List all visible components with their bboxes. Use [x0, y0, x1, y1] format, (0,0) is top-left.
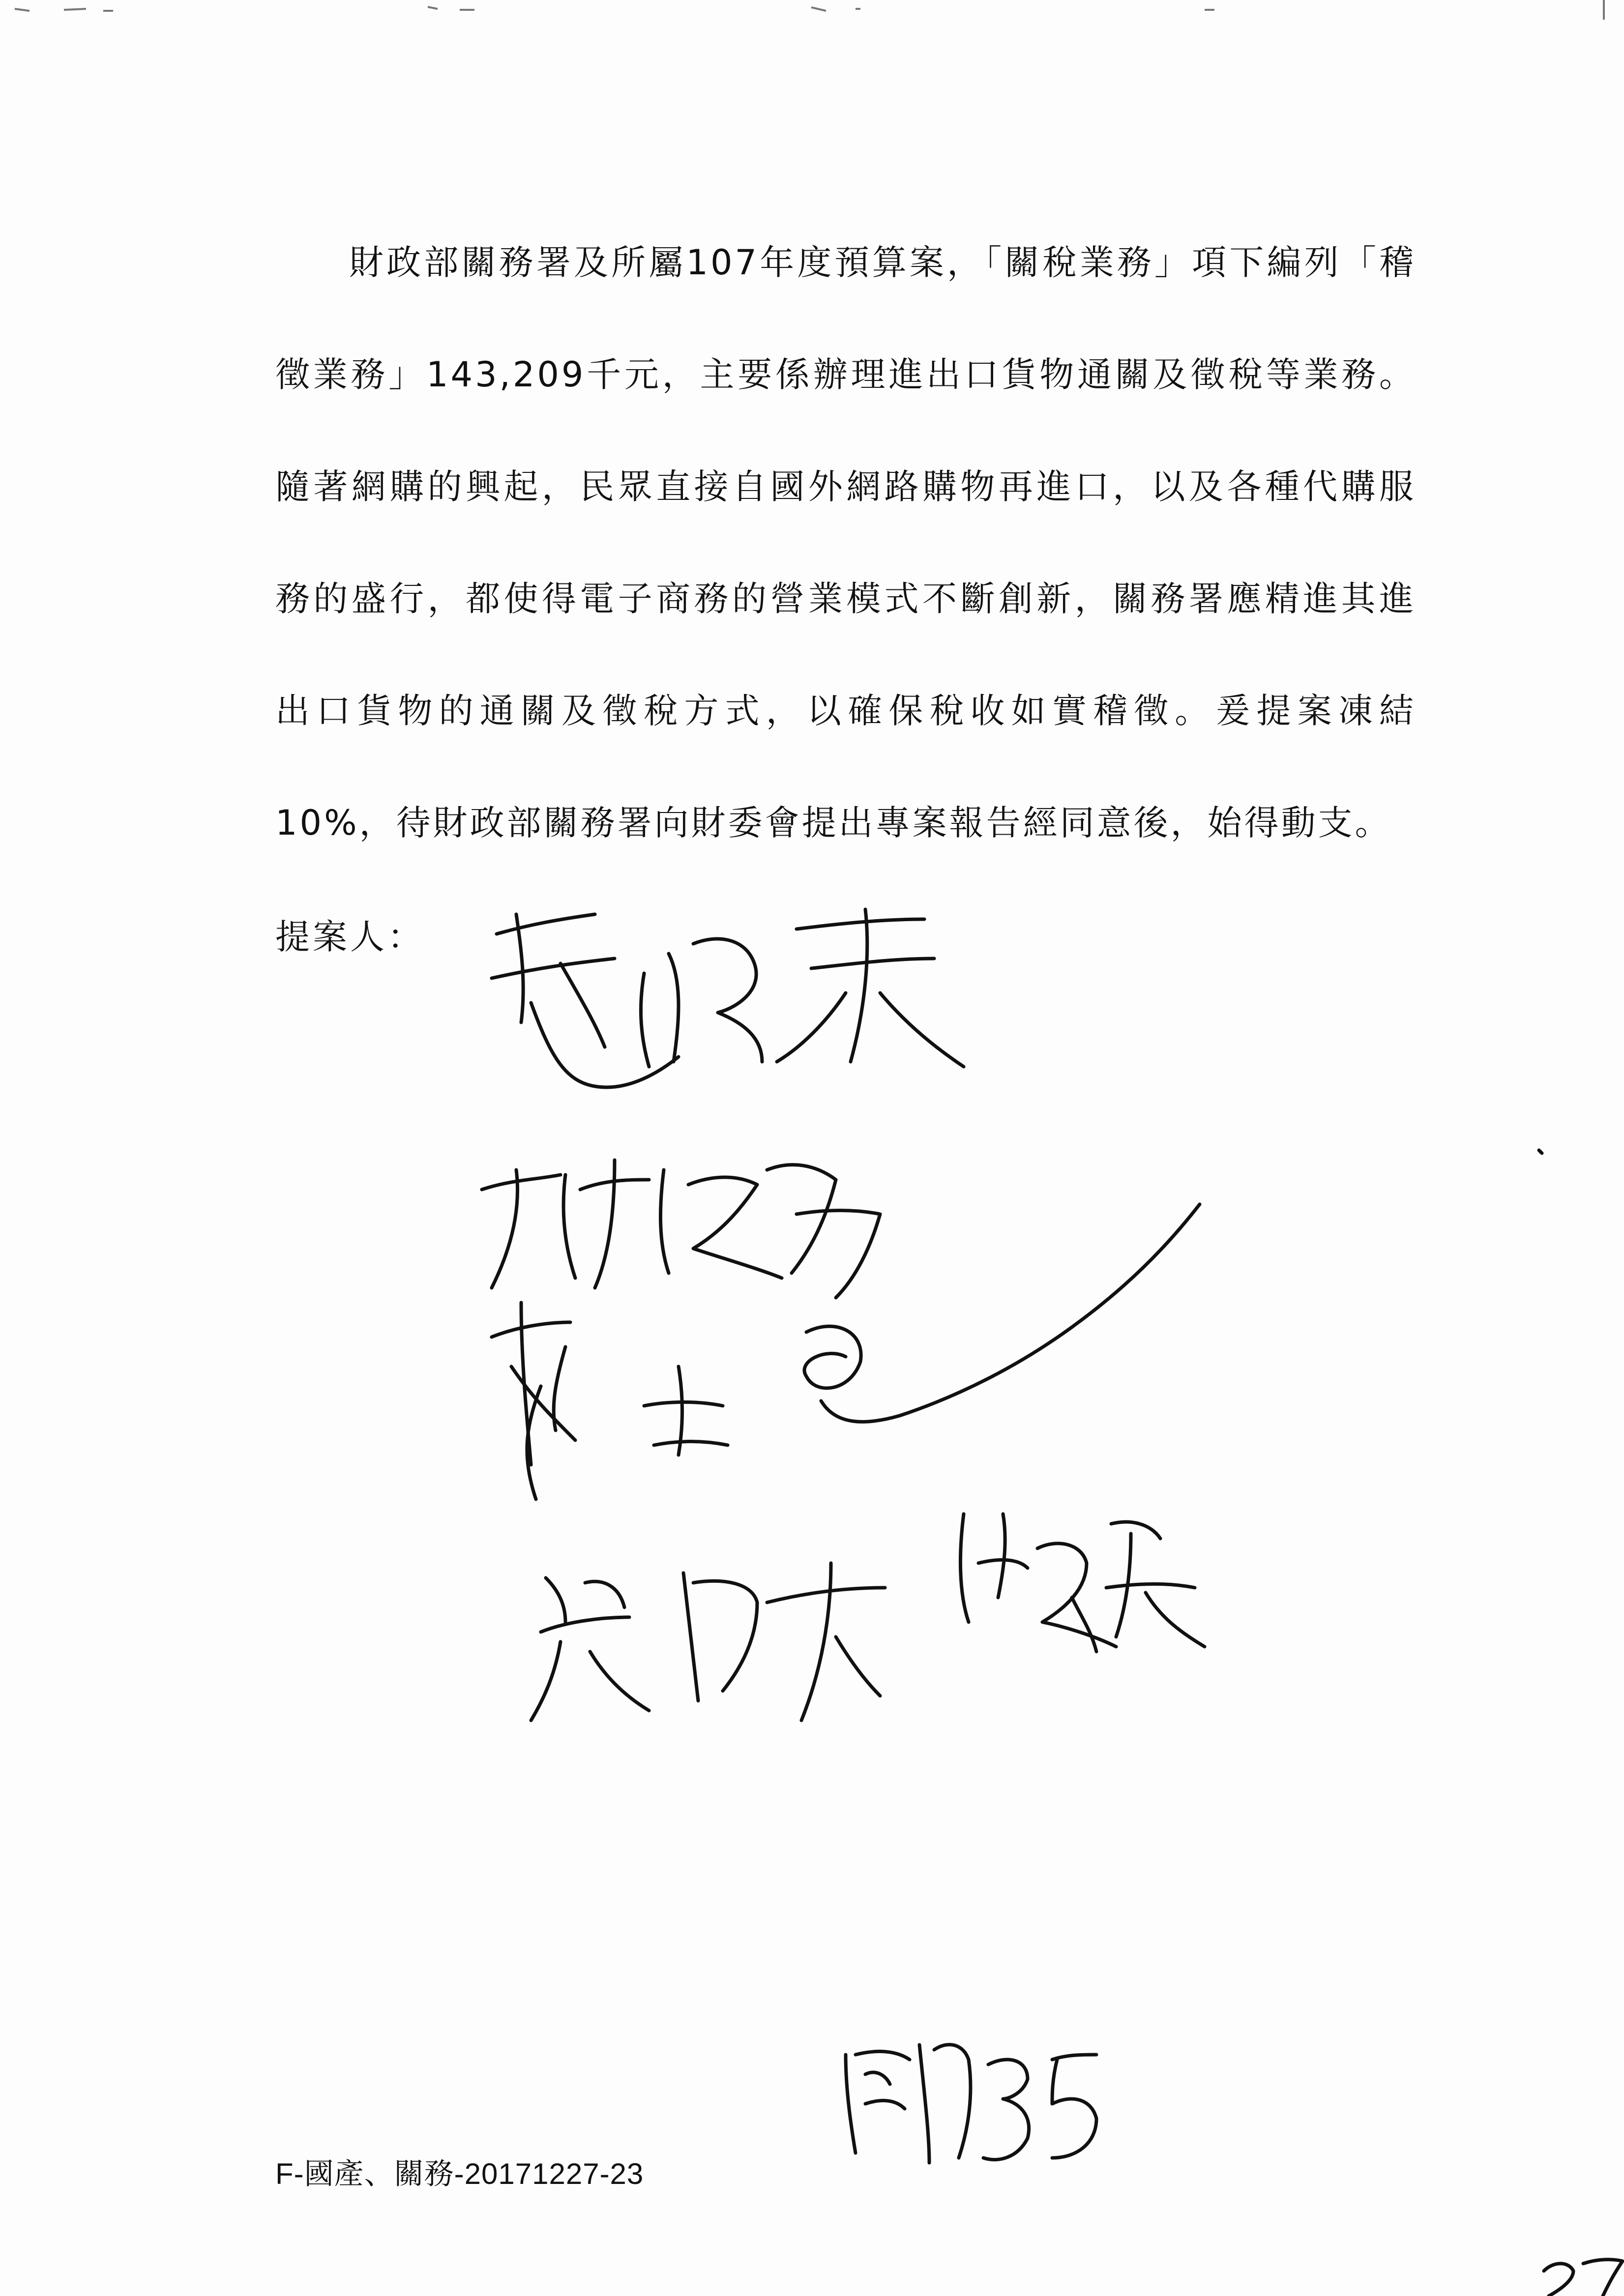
document-code: F-國產、關務-20171227-23: [275, 2157, 644, 2190]
signature-5: [960, 1514, 1205, 1652]
signature-1: [492, 909, 964, 1087]
signature-3: [492, 1204, 1200, 1499]
proposal-body-text: 財政部關務署及所屬107年度預算案，「關稅業務」項下編列「稽徵業務」143,209千元，主要係辦理進出口貨物通關及徵稅等業務。隨著網購的興起，民眾直接自國外網路購物再進口，以及各種代購服務的盛行，都使得電子商務的營業模式不斷創新，關務署應精進其進出口貨物的通關及徵稅方式，以確保稅收如實稽徵。爰提案凍結10%，待財政部關務署向財委會提出專案報告經同意後，始得動支。: [275, 242, 1416, 843]
handwritten-page-mark: [846, 2045, 1096, 2163]
proposer-label: 提案人：: [275, 917, 425, 957]
handwritten-corner-number: [1544, 2260, 1623, 2296]
scan-dot: [1539, 1150, 1542, 1153]
scan-edge-marks: [0, 0, 1624, 29]
signature-4: [531, 1563, 885, 1720]
signature-2: [482, 1160, 880, 1298]
